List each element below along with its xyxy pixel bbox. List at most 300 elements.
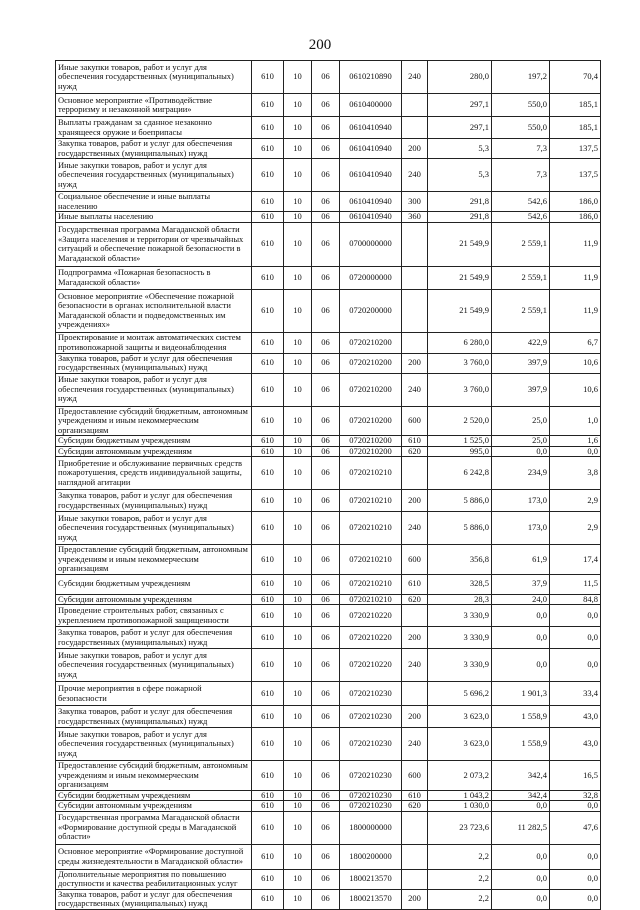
expense-type-cell [402, 289, 428, 332]
target-article-cell: 0720210220 [340, 605, 402, 627]
plan-amount-cell: 995,0 [428, 446, 492, 457]
table-row [56, 192, 601, 212]
executed-amount-cell: 197,2 [492, 61, 550, 94]
executed-amount-cell: 0,0 [492, 605, 550, 627]
target-article-cell: 1800000000 [340, 811, 402, 844]
section-cell: 10 [284, 289, 312, 332]
section-cell: 10 [284, 406, 312, 436]
expense-type-cell [402, 605, 428, 627]
target-article-cell: 0720210210 [340, 574, 402, 594]
execution-percent-cell: 0,0 [550, 627, 601, 649]
row-name-cell: Иные закупки товаров, работ и услуг для обеспечения государственных (муниципальных) нужд [56, 373, 252, 406]
plan-amount-cell: 28,3 [428, 594, 492, 605]
section-cell: 10 [284, 605, 312, 627]
executed-amount-cell: 7,3 [492, 139, 550, 159]
table-row [56, 649, 601, 682]
subsection-cell: 06 [312, 512, 340, 545]
grbs-cell: 610 [252, 117, 284, 139]
section-cell: 10 [284, 627, 312, 649]
subsection-cell: 06 [312, 811, 340, 844]
grbs-cell: 610 [252, 574, 284, 594]
target-article-cell: 0720210230 [340, 728, 402, 761]
target-article-cell: 0610400000 [340, 94, 402, 117]
row-name-cell: Иные закупки товаров, работ и услуг для обеспечения государственных (муниципальных) нужд [56, 61, 252, 94]
expense-type-cell: 240 [402, 649, 428, 682]
table-row [56, 889, 601, 909]
table-row [56, 869, 601, 889]
subsection-cell: 06 [312, 332, 340, 353]
section-cell: 10 [284, 139, 312, 159]
target-article-cell: 0720210200 [340, 353, 402, 373]
grbs-cell: 610 [252, 289, 284, 332]
row-name-cell: Субсидии бюджетным учреждениям [56, 574, 252, 594]
grbs-cell: 610 [252, 159, 284, 192]
target-article-cell: 0610410940 [340, 117, 402, 139]
execution-percent-cell: 0,0 [550, 605, 601, 627]
subsection-cell: 06 [312, 446, 340, 457]
executed-amount-cell: 7,3 [492, 159, 550, 192]
plan-amount-cell: 356,8 [428, 545, 492, 575]
expense-type-cell: 200 [402, 627, 428, 649]
row-name-cell: Закупка товаров, работ и услуг для обеспечения государственных (муниципальных) нужд [56, 490, 252, 512]
grbs-cell: 610 [252, 801, 284, 812]
table-row [56, 117, 601, 139]
section-cell: 10 [284, 490, 312, 512]
table-row [56, 594, 601, 605]
subsection-cell: 06 [312, 761, 340, 791]
plan-amount-cell: 5 886,0 [428, 512, 492, 545]
expense-type-cell [402, 811, 428, 844]
expense-type-cell: 200 [402, 706, 428, 728]
execution-percent-cell: 186,0 [550, 192, 601, 212]
row-name-cell: Иные закупки товаров, работ и услуг для обеспечения государственных (муниципальных) нужд [56, 649, 252, 682]
expense-type-cell: 300 [402, 192, 428, 212]
executed-amount-cell: 397,9 [492, 353, 550, 373]
section-cell: 10 [284, 117, 312, 139]
expense-type-cell: 240 [402, 159, 428, 192]
executed-amount-cell: 25,0 [492, 406, 550, 436]
execution-percent-cell: 0,0 [550, 446, 601, 457]
table-row [56, 222, 601, 266]
table-row [56, 353, 601, 373]
target-article-cell: 0720210230 [340, 790, 402, 801]
expense-type-cell [402, 94, 428, 117]
row-name-cell: Проведение строительных работ, связанных с укреплением противопожарной защищенности [56, 605, 252, 627]
table-row [56, 574, 601, 594]
expense-type-cell: 360 [402, 212, 428, 223]
target-article-cell: 0720210210 [340, 545, 402, 575]
executed-amount-cell: 0,0 [492, 649, 550, 682]
table-body [56, 61, 601, 910]
executed-amount-cell: 422,9 [492, 332, 550, 353]
subsection-cell: 06 [312, 94, 340, 117]
expense-type-cell [402, 457, 428, 490]
execution-percent-cell: 0,0 [550, 889, 601, 909]
grbs-cell: 610 [252, 811, 284, 844]
execution-percent-cell: 11,9 [550, 266, 601, 289]
table-row [56, 159, 601, 192]
executed-amount-cell: 0,0 [492, 627, 550, 649]
target-article-cell: 0720210210 [340, 512, 402, 545]
row-name-cell: Субсидии автономным учреждениям [56, 801, 252, 812]
section-cell: 10 [284, 512, 312, 545]
table-row [56, 512, 601, 545]
target-article-cell: 0720000000 [340, 266, 402, 289]
table-row [56, 212, 601, 223]
expense-type-cell: 600 [402, 545, 428, 575]
target-article-cell: 0610410940 [340, 139, 402, 159]
execution-percent-cell: 32,8 [550, 790, 601, 801]
execution-percent-cell: 137,5 [550, 139, 601, 159]
plan-amount-cell: 328,5 [428, 574, 492, 594]
execution-percent-cell: 47,6 [550, 811, 601, 844]
plan-amount-cell: 3 330,9 [428, 605, 492, 627]
executed-amount-cell: 2 559,1 [492, 289, 550, 332]
grbs-cell: 610 [252, 222, 284, 266]
row-name-cell: Основное мероприятие «Формирование доступной среды жизнедеятельности в Магаданской области» [56, 844, 252, 869]
target-article-cell: 0720210200 [340, 332, 402, 353]
executed-amount-cell: 342,4 [492, 761, 550, 791]
plan-amount-cell: 23 723,6 [428, 811, 492, 844]
row-name-cell: Прочие мероприятия в сфере пожарной безопасности [56, 682, 252, 706]
row-name-cell: Предоставление субсидий бюджетным, автономным учреждениям и иным некоммерческим организациям [56, 761, 252, 791]
row-name-cell: Иные закупки товаров, работ и услуг для обеспечения государственных (муниципальных) нужд [56, 159, 252, 192]
target-article-cell: 0720210200 [340, 436, 402, 447]
row-name-cell: Основное мероприятие «Противодействие терроризму и незаконной миграции» [56, 94, 252, 117]
expense-type-cell [402, 117, 428, 139]
target-article-cell: 0720210230 [340, 761, 402, 791]
section-cell: 10 [284, 801, 312, 812]
section-cell: 10 [284, 761, 312, 791]
subsection-cell: 06 [312, 353, 340, 373]
row-name-cell: Субсидии автономным учреждениям [56, 446, 252, 457]
executed-amount-cell: 0,0 [492, 844, 550, 869]
executed-amount-cell: 1 558,9 [492, 728, 550, 761]
subsection-cell: 06 [312, 682, 340, 706]
grbs-cell: 610 [252, 512, 284, 545]
execution-percent-cell: 11,5 [550, 574, 601, 594]
grbs-cell: 610 [252, 706, 284, 728]
row-name-cell: Субсидии автономным учреждениям [56, 594, 252, 605]
section-cell: 10 [284, 790, 312, 801]
section-cell: 10 [284, 159, 312, 192]
grbs-cell: 610 [252, 790, 284, 801]
target-article-cell: 0720200000 [340, 289, 402, 332]
target-article-cell: 0610210890 [340, 61, 402, 94]
subsection-cell: 06 [312, 212, 340, 223]
subsection-cell: 06 [312, 373, 340, 406]
execution-percent-cell: 2,9 [550, 512, 601, 545]
grbs-cell: 610 [252, 545, 284, 575]
execution-percent-cell: 43,0 [550, 728, 601, 761]
subsection-cell: 06 [312, 889, 340, 909]
table-row [56, 545, 601, 575]
row-name-cell: Закупка товаров, работ и услуг для обеспечения государственных (муниципальных) нужд [56, 706, 252, 728]
executed-amount-cell: 0,0 [492, 889, 550, 909]
subsection-cell: 06 [312, 844, 340, 869]
table-row [56, 436, 601, 447]
plan-amount-cell: 3 330,9 [428, 649, 492, 682]
executed-amount-cell: 0,0 [492, 446, 550, 457]
expense-type-cell [402, 266, 428, 289]
subsection-cell: 06 [312, 869, 340, 889]
plan-amount-cell: 6 242,8 [428, 457, 492, 490]
table-row [56, 266, 601, 289]
table-row [56, 761, 601, 791]
plan-amount-cell: 5 886,0 [428, 490, 492, 512]
expense-type-cell [402, 682, 428, 706]
execution-percent-cell: 43,0 [550, 706, 601, 728]
execution-percent-cell: 1,6 [550, 436, 601, 447]
row-name-cell: Предоставление субсидий бюджетным, автономным учреждениям и иным некоммерческим организациям [56, 406, 252, 436]
grbs-cell: 610 [252, 869, 284, 889]
expense-type-cell [402, 869, 428, 889]
plan-amount-cell: 297,1 [428, 117, 492, 139]
grbs-cell: 610 [252, 61, 284, 94]
table-row [56, 332, 601, 353]
plan-amount-cell: 1 525,0 [428, 436, 492, 447]
plan-amount-cell: 3 623,0 [428, 706, 492, 728]
expense-type-cell: 610 [402, 574, 428, 594]
section-cell: 10 [284, 869, 312, 889]
plan-amount-cell: 3 330,9 [428, 627, 492, 649]
section-cell: 10 [284, 706, 312, 728]
grbs-cell: 610 [252, 353, 284, 373]
row-name-cell: Закупка товаров, работ и услуг для обеспечения государственных (муниципальных) нужд [56, 353, 252, 373]
target-article-cell: 0720210210 [340, 594, 402, 605]
subsection-cell: 06 [312, 159, 340, 192]
target-article-cell: 0610410940 [340, 192, 402, 212]
row-name-cell: Социальное обеспечение и иные выплаты населению [56, 192, 252, 212]
plan-amount-cell: 291,8 [428, 192, 492, 212]
plan-amount-cell: 21 549,9 [428, 222, 492, 266]
section-cell: 10 [284, 682, 312, 706]
table-row [56, 706, 601, 728]
target-article-cell: 1800200000 [340, 844, 402, 869]
target-article-cell: 0720210200 [340, 373, 402, 406]
subsection-cell: 06 [312, 139, 340, 159]
target-article-cell: 0700000000 [340, 222, 402, 266]
execution-percent-cell: 11,9 [550, 222, 601, 266]
subsection-cell: 06 [312, 627, 340, 649]
section-cell: 10 [284, 61, 312, 94]
table-row [56, 728, 601, 761]
subsection-cell: 06 [312, 222, 340, 266]
plan-amount-cell: 5,3 [428, 139, 492, 159]
grbs-cell: 610 [252, 192, 284, 212]
plan-amount-cell: 291,8 [428, 212, 492, 223]
page-number: 200 [308, 37, 332, 53]
grbs-cell: 610 [252, 761, 284, 791]
expense-type-cell: 620 [402, 446, 428, 457]
expense-type-cell: 200 [402, 889, 428, 909]
section-cell: 10 [284, 353, 312, 373]
executed-amount-cell: 550,0 [492, 94, 550, 117]
execution-percent-cell: 10,6 [550, 373, 601, 406]
subsection-cell: 06 [312, 594, 340, 605]
execution-percent-cell: 186,0 [550, 212, 601, 223]
row-name-cell: Иные закупки товаров, работ и услуг для обеспечения государственных (муниципальных) нужд [56, 728, 252, 761]
subsection-cell: 06 [312, 117, 340, 139]
execution-percent-cell: 70,4 [550, 61, 601, 94]
execution-percent-cell: 0,0 [550, 869, 601, 889]
plan-amount-cell: 21 549,9 [428, 266, 492, 289]
expense-type-cell [402, 332, 428, 353]
subsection-cell: 06 [312, 61, 340, 94]
table-row [56, 406, 601, 436]
subsection-cell: 06 [312, 605, 340, 627]
plan-amount-cell: 1 043,2 [428, 790, 492, 801]
row-name-cell: Основное мероприятие «Обеспечение пожарной безопасности в органах исполнительной власти Магаданской области и подведомственных им учреждениях» [56, 289, 252, 332]
plan-amount-cell: 2 520,0 [428, 406, 492, 436]
grbs-cell: 610 [252, 889, 284, 909]
execution-percent-cell: 1,0 [550, 406, 601, 436]
row-name-cell: Закупка товаров, работ и услуг для обеспечения государственных (муниципальных) нужд [56, 627, 252, 649]
executed-amount-cell: 397,9 [492, 373, 550, 406]
row-name-cell: Предоставление субсидий бюджетным, автономным учреждениям и иным некоммерческим организациям [56, 545, 252, 575]
section-cell: 10 [284, 649, 312, 682]
grbs-cell: 610 [252, 212, 284, 223]
section-cell: 10 [284, 373, 312, 406]
row-name-cell: Проектирование и монтаж автоматических систем противопожарной защиты и видеонаблюдения [56, 332, 252, 353]
subsection-cell: 06 [312, 406, 340, 436]
row-name-cell: Закупка товаров, работ и услуг для обеспечения государственных (муниципальных) нужд [56, 889, 252, 909]
plan-amount-cell: 3 760,0 [428, 353, 492, 373]
expense-type-cell: 610 [402, 436, 428, 447]
plan-amount-cell: 297,1 [428, 94, 492, 117]
executed-amount-cell: 1 901,3 [492, 682, 550, 706]
execution-percent-cell: 0,0 [550, 801, 601, 812]
execution-percent-cell: 185,1 [550, 94, 601, 117]
executed-amount-cell: 61,9 [492, 545, 550, 575]
execution-percent-cell: 2,9 [550, 490, 601, 512]
expense-type-cell [402, 222, 428, 266]
section-cell: 10 [284, 222, 312, 266]
table-row [56, 627, 601, 649]
executed-amount-cell: 1 558,9 [492, 706, 550, 728]
execution-percent-cell: 33,4 [550, 682, 601, 706]
target-article-cell: 0720210220 [340, 627, 402, 649]
row-name-cell: Государственная программа Магаданской области «Формирование доступной среды в Магаданской области» [56, 811, 252, 844]
table-row [56, 139, 601, 159]
plan-amount-cell: 2,2 [428, 844, 492, 869]
budget-table [55, 60, 601, 910]
plan-amount-cell: 21 549,9 [428, 289, 492, 332]
table-row [56, 605, 601, 627]
grbs-cell: 610 [252, 94, 284, 117]
table-row [56, 94, 601, 117]
plan-amount-cell: 5,3 [428, 159, 492, 192]
executed-amount-cell: 2 559,1 [492, 222, 550, 266]
executed-amount-cell: 37,9 [492, 574, 550, 594]
subsection-cell: 06 [312, 706, 340, 728]
table-row [56, 457, 601, 490]
plan-amount-cell: 2,2 [428, 889, 492, 909]
target-article-cell: 0610410940 [340, 212, 402, 223]
executed-amount-cell: 0,0 [492, 801, 550, 812]
subsection-cell: 06 [312, 790, 340, 801]
row-name-cell: Приобретение и обслуживание первичных средств пожаротушения, средств индивидуальной защиты, наглядной агитации [56, 457, 252, 490]
section-cell: 10 [284, 212, 312, 223]
row-name-cell: Субсидии бюджетным учреждениям [56, 436, 252, 447]
grbs-cell: 610 [252, 649, 284, 682]
section-cell: 10 [284, 889, 312, 909]
plan-amount-cell: 5 696,2 [428, 682, 492, 706]
section-cell: 10 [284, 94, 312, 117]
expense-type-cell: 620 [402, 801, 428, 812]
execution-percent-cell: 6,7 [550, 332, 601, 353]
row-name-cell: Субсидии бюджетным учреждениям [56, 790, 252, 801]
plan-amount-cell: 3 760,0 [428, 373, 492, 406]
section-cell: 10 [284, 457, 312, 490]
target-article-cell: 0720210210 [340, 457, 402, 490]
grbs-cell: 610 [252, 844, 284, 869]
table-row [56, 790, 601, 801]
section-cell: 10 [284, 811, 312, 844]
section-cell: 10 [284, 574, 312, 594]
section-cell: 10 [284, 332, 312, 353]
execution-percent-cell: 84,8 [550, 594, 601, 605]
table-row [56, 811, 601, 844]
row-name-cell: Закупка товаров, работ и услуг для обеспечения государственных (муниципальных) нужд [56, 139, 252, 159]
section-cell: 10 [284, 436, 312, 447]
expense-type-cell: 600 [402, 406, 428, 436]
row-name-cell: Выплаты гражданам за сданное незаконно хранящееся оружие и боеприпасы [56, 117, 252, 139]
subsection-cell: 06 [312, 728, 340, 761]
subsection-cell: 06 [312, 801, 340, 812]
expense-type-cell [402, 844, 428, 869]
row-name-cell: Дополнительные мероприятия по повышению доступности и качества реабилитационных услуг [56, 869, 252, 889]
expense-type-cell: 200 [402, 139, 428, 159]
table-row [56, 490, 601, 512]
target-article-cell: 0720210230 [340, 682, 402, 706]
plan-amount-cell: 6 280,0 [428, 332, 492, 353]
target-article-cell: 1800213570 [340, 889, 402, 909]
subsection-cell: 06 [312, 457, 340, 490]
expense-type-cell: 200 [402, 490, 428, 512]
table-row [56, 682, 601, 706]
subsection-cell: 06 [312, 490, 340, 512]
target-article-cell: 1800213570 [340, 869, 402, 889]
grbs-cell: 610 [252, 605, 284, 627]
expense-type-cell: 240 [402, 512, 428, 545]
plan-amount-cell: 2,2 [428, 869, 492, 889]
executed-amount-cell: 234,9 [492, 457, 550, 490]
expense-type-cell: 620 [402, 594, 428, 605]
table-row [56, 61, 601, 94]
execution-percent-cell: 10,6 [550, 353, 601, 373]
row-name-cell: Иные закупки товаров, работ и услуг для обеспечения государственных (муниципальных) нужд [56, 512, 252, 545]
subsection-cell: 06 [312, 649, 340, 682]
table-row [56, 446, 601, 457]
target-article-cell: 0720210230 [340, 801, 402, 812]
subsection-cell: 06 [312, 266, 340, 289]
execution-percent-cell: 0,0 [550, 649, 601, 682]
plan-amount-cell: 2 073,2 [428, 761, 492, 791]
execution-percent-cell: 137,5 [550, 159, 601, 192]
plan-amount-cell: 280,0 [428, 61, 492, 94]
expense-type-cell: 240 [402, 61, 428, 94]
target-article-cell: 0610410940 [340, 159, 402, 192]
executed-amount-cell: 550,0 [492, 117, 550, 139]
expense-type-cell: 600 [402, 761, 428, 791]
executed-amount-cell: 542,6 [492, 192, 550, 212]
expense-type-cell: 240 [402, 728, 428, 761]
grbs-cell: 610 [252, 373, 284, 406]
execution-percent-cell: 3,8 [550, 457, 601, 490]
subsection-cell: 06 [312, 545, 340, 575]
execution-percent-cell: 17,4 [550, 545, 601, 575]
